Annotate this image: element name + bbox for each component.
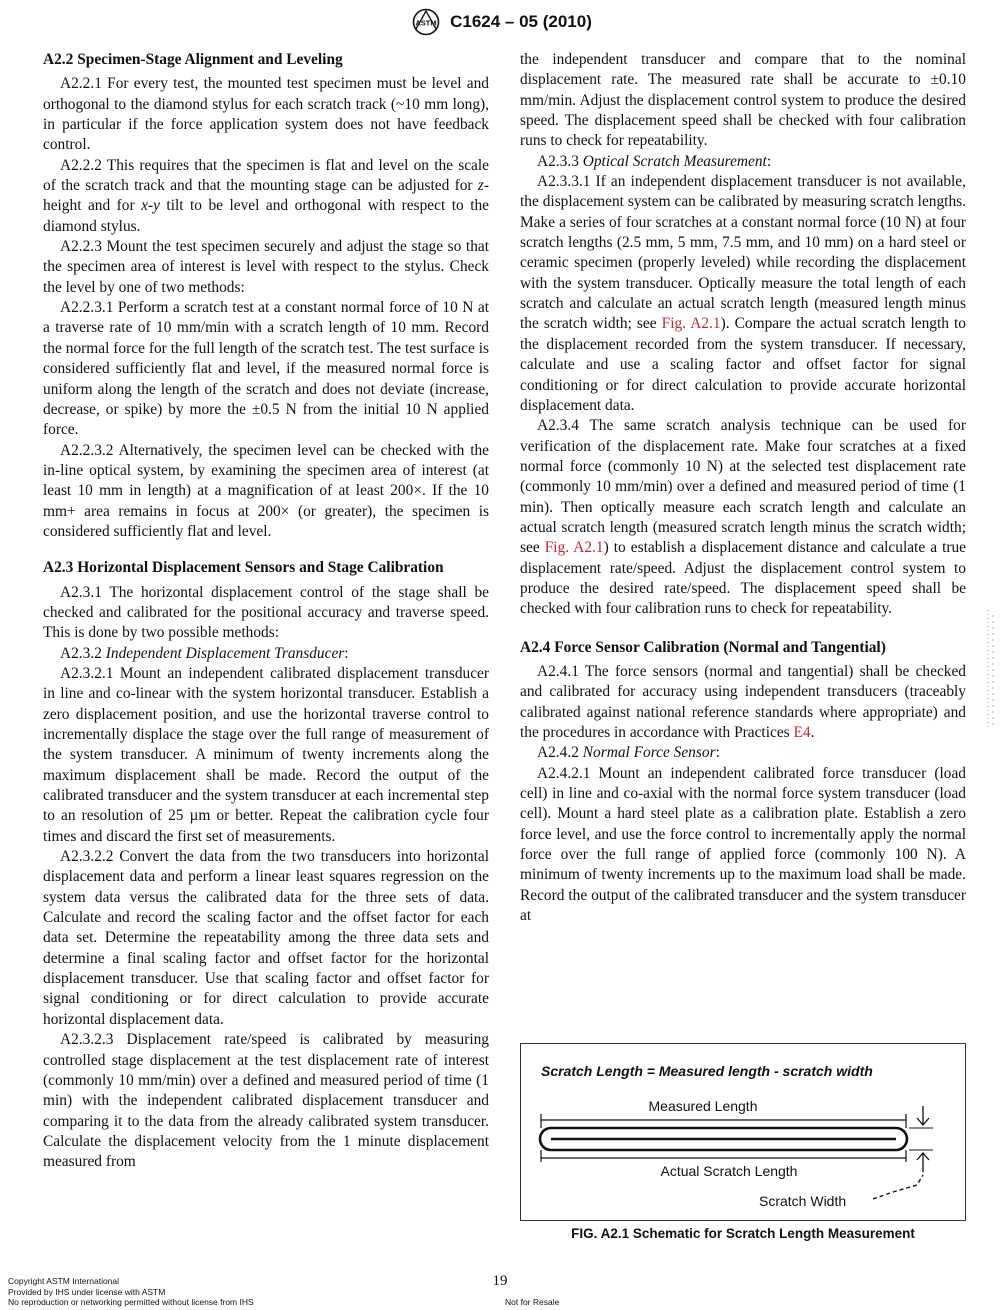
- paragraph-a2-2-3-1: A2.2.3.1 Perform a scratch test at a constant normal force of 10 N at a traverse rate of 10 mm/min with a scratch length of 10 mm. Record the normal force for the full length of the scratch test. The test surface is considered sufficiently flat and level, if the measured normal force is uniform along the length of the scratch and does not deviate (increase, decrease, or spike) by more the ±0.5 N from the initial 10 N applied force.: [43, 299, 489, 439]
- text-span: :: [715, 744, 720, 762]
- figure-equation: Scratch Length = Measured length - scratch width: [541, 1063, 873, 1079]
- text-span: -height and for: [43, 177, 489, 215]
- italic-z: z: [477, 177, 484, 195]
- paragraph-a2-3-2-1: A2.3.2.1 Mount an independent calibrated displacement transducer in line and co-linear with the system horizontal transducer. Establish a zero displacement position, and use the horizontal traverse control to incrementally displace the stage over the full range of measurement of the system transducer. A minimum of twenty increments along the maximum displacement shall be made. Record the output of the calibrated transducer and the system transducer at each incremental step to an resolution of 25 µm or better. Repeat the calibration cycle four times and discard the first set of measurements.: [43, 664, 489, 845]
- paragraph-a2-3-4: [520, 416, 966, 619]
- paragraph-a2-2-2: [43, 156, 489, 237]
- paragraph-a2-3-3: [520, 152, 966, 172]
- italic-subsection-title: Normal Force Sensor: [582, 744, 716, 762]
- scratch-width-label: Scratch Width: [759, 1193, 847, 1209]
- text-span: A2.4.1 The force sensors (normal and tangential) shall be checked and calibrated for accuracy using independent transducers (traceably calibrated against national reference standards where appropriate) and the procedures in accordance with Practices: [520, 662, 966, 741]
- text-span: :: [766, 152, 772, 170]
- text-span: ). Compare the actual scratch length to the displacement recorded from the system transducer. If necessary, calculate and use a scaling factor and offset factor for signal conditioning or for direct calculation to provide accurate horizontal displacement data.: [520, 315, 966, 414]
- figure-link[interactable]: Fig. A2.1: [544, 539, 604, 557]
- footer-copyright: [8, 1276, 254, 1308]
- section-a2-4-title: A2.4 Force Sensor Calibration (Normal and Tangential): [520, 638, 886, 656]
- measured-length-label: Measured Length: [648, 1098, 758, 1114]
- text-span: A2.3.3: [537, 152, 583, 170]
- scratch-width-arrows: [909, 1106, 933, 1172]
- paragraph-a2-4-2: [520, 743, 966, 763]
- section-a2-3-title: A2.3 Horizontal Displacement Sensors and Stage Calibration: [43, 559, 444, 577]
- actual-length-label: Actual Scratch Length: [660, 1163, 798, 1179]
- paragraph-a2-4-1: [520, 662, 966, 743]
- right-column: [520, 50, 966, 926]
- paragraph-a2-3-2-2: A2.3.2.2 Convert the data from the two transducers into horizontal displacement data and perform a linear least squares regression on the system data versus the calibrated data for the three sets of data. Calculate and record the scaling factor and the offset factor for each data set. Determine the repeatability among the three data sets and determine a final scaling factor and offset factor for the horizontal displacement transducer. Use that scaling factor and offset factor for signal conditioning or for direct calculation to provide accurate horizontal displacement data.: [43, 848, 489, 1028]
- text-span: A2.2.2 This requires that the specimen is flat and level on the scale of the scratch track and that the mounting stage can be adjusted for: [43, 156, 489, 195]
- text-span: :: [344, 644, 349, 662]
- text-span: A2.3.3.1 If an independent displacement transducer is not available, the displacement system can be calibrated by measuring scratch lengths. Make a series of four scratches at a constant normal force (10 N) at four scratch lengths (2.5 mm, 5 mm, 7.5 mm, and 10 mm) on a hard steel or ceramic specimen (properly leveled) while recording the displacement with the system transducer. Optically measure the total length of each scratch and calculate an actual scratch length (measured length minus the scratch width; see: [520, 173, 966, 333]
- figure-caption: FIG. A2.1 Schematic for Scratch Length Measurement: [571, 1226, 915, 1241]
- astm-logo-text: ASTM: [415, 18, 437, 28]
- footer-line: Provided by IHS under license with ASTM: [8, 1286, 166, 1297]
- paragraph-a2-2-3: A2.2.3 Mount the test specimen securely and adjust the stage so that the specimen area of interest is level with respect to the stylus. Check the level by one of two methods:: [43, 238, 489, 296]
- figure-link[interactable]: Fig. A2.1: [661, 315, 721, 333]
- footer-line: Copyright ASTM International: [8, 1276, 120, 1286]
- italic-xy: x-y: [141, 197, 160, 215]
- figure-a2-1: [520, 1043, 966, 1221]
- italic-subsection-title: Optical Scratch Measurement: [582, 152, 767, 170]
- actual-length-dimension: [541, 1150, 906, 1162]
- section-a2-2-title: A2.2 Specimen-Stage Alignment and Leveling: [43, 51, 343, 68]
- footer-line: No reproduction or networking permitted without license from IHS: [8, 1297, 254, 1307]
- standard-designation: C1624 – 05 (2010): [450, 12, 592, 31]
- paragraph-a2-3-3-1: [520, 172, 966, 416]
- text-span: A2.4.2: [537, 744, 583, 762]
- paragraph-a2-3-2-3: A2.3.2.3 Displacement rate/speed is calibrated by measuring controlled stage displacement at the test displacement rate of interest (commonly 10 mm/min) over a defined and measured period of time (1 min) with the independent calibrated displacement transducer and comparing it to the data from the already calibrated system transducer. Calculate the displacement velocity from the 1 minute displacement measured from: [43, 1031, 489, 1171]
- text-span: A2.3.2: [60, 644, 106, 662]
- paragraph-a2-2-1: A2.2.1 For every test, the mounted test specimen must be level and orthogonal to the diamond stylus for each scratch track (~10 mm long), in particular if the force application system does not have feedback control.: [43, 75, 489, 154]
- text-span: ) to establish a displacement distance and calculate a true displacement rate/speed. Adjust the displacement control system to produce the desired rate/speed. The displacement speed shall be checked with four calibration runs to check for repeatability.: [520, 539, 966, 618]
- page-number: 19: [492, 1273, 508, 1289]
- text-span: .: [810, 724, 815, 741]
- paragraph-a2-3-2: [43, 644, 489, 664]
- page-header: [0, 8, 1000, 36]
- paragraph-a2-4-2-1: A2.4.2.1 Mount an independent calibrated force transducer (load cell) in line and co-axial with the normal force system transducer (load cell). Mount a hard steel plate as a calibration plate. Establish a zero force level, and use the force control to incrementally apply the normal force over the full range of applied force (commonly 100 N). A minimum of twenty increments up to the maximum load shall be made. Record the output of the calibrated transducer and the system transducer at: [520, 764, 966, 925]
- paragraph-a2-3-2-3-continued: the independent transducer and compare that to the nominal displacement rate. The measured rate shall be accurate to ±0.10 mm/min. Adjust the displacement control system to produce the desired speed. The displacement speed shall be checked with four calibration runs to check for repeatability.: [520, 51, 966, 150]
- left-column: [43, 50, 489, 1173]
- paragraph-a2-2-3-2: A2.2.3.2 Alternatively, the specimen level can be checked with the in-line optical system, by examining the specimen area of interest (at least 10 mm in length) at a magnification of at least 200×. If the 10 mm+ area remains in focus at 200× (or greater), the specimen is considered sufficiently flat and level.: [43, 441, 489, 540]
- text-span: A2.3.4 The same scratch analysis technique can be used for verification of the displacement rate. Make four scratches at a fixed normal force (commonly 10 N) at the selected test displacement rate (commonly 10 mm/min) over a defined and measured period of time (1 min). Then optically measure each scratch length and calculate an actual scratch length (measured scratch length minus the scratch width; see: [520, 417, 966, 557]
- reference-link-e4[interactable]: E4: [793, 724, 811, 741]
- scratch-schematic: [521, 1044, 965, 1220]
- footer-not-for-resale: Not for Resale: [505, 1297, 560, 1307]
- margin-stamp-mark: [984, 610, 998, 730]
- scratch-width-leader: [873, 1175, 923, 1199]
- italic-subsection-title: Independent Displacement Transducer: [105, 644, 345, 662]
- paragraph-a2-3-1: A2.3.1 The horizontal displacement control of the stage shall be checked and calibrated for the positional accuracy and traverse speed. This is done by two possible methods:: [43, 583, 489, 642]
- astm-logo: [408, 8, 444, 36]
- measured-length-dimension: [541, 1114, 906, 1128]
- text-span: tilt to be level and orthogonal with respect to the diamond stylus.: [43, 197, 489, 235]
